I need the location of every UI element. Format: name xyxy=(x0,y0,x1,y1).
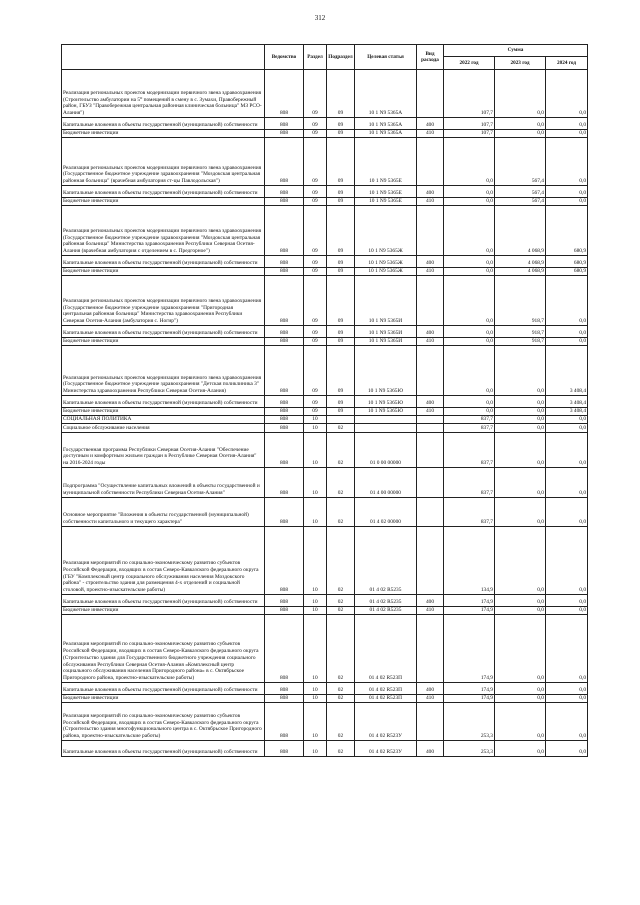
row-target: 10 1 N9 5365Ю xyxy=(355,346,417,396)
row-name: Бюджетные инвестиции xyxy=(62,130,265,138)
row-amount-2022: 0,0 xyxy=(444,268,495,276)
row-section: 09 xyxy=(304,198,327,206)
row-name: Основное мероприятие "Вложения в объекты государственной (муниципальной) собственности капитального и текущего характера" xyxy=(62,498,265,527)
row-amount-2024: 0,0 xyxy=(546,276,588,326)
row-name: Реализация региональных проектов модернизации первичного звена здравоохранения (Государственное бюджетное учреждение здравоохранения "Моздокская центральная районная больница" Министерства здравоохранения Республики Северная Осетия-Алания (врачебная амбулатория с отделением в с. Предгорное") xyxy=(62,206,265,256)
row-amount-2024: 0,0 xyxy=(546,416,588,424)
budget-table xyxy=(61,44,588,757)
row-amount-2024: 0,0 xyxy=(546,741,588,757)
row-subsection: 02 xyxy=(327,595,355,607)
row-name: Реализация региональных проектов модернизации первичного звена здравоохранения (Строительство амбулатории на 5⁰ помещений в смену в с. Зумахи, Правобережный район, ГБУЗ "Правобережная центральная районная клиническая больница" МЗ РСО-Алания") xyxy=(62,70,265,118)
row-section: 09 xyxy=(304,130,327,138)
row-amount-2023: 0,0 xyxy=(495,527,546,595)
row-name: Бюджетные инвестиции xyxy=(62,695,265,703)
row-section: 10 xyxy=(304,607,327,615)
row-name: Подпрограмма "Осуществление капитальных вложений в объекты государственной и муниципальной собственности Республики Северная Осетия-Алания" xyxy=(62,468,265,498)
table-row xyxy=(62,70,588,118)
row-section: 10 xyxy=(304,498,327,527)
row-name: Капитальные вложения в объекты государственной (муниципальной) собственности xyxy=(62,683,265,695)
row-name: Реализация мероприятий по социально-экономическому развитию субъектов Российской Федерации, входящих в состав Северо-Кавказского федерального округа (Строительство здания многофункционального центра в с. Октябрьское Пригородного района, проектно-изыскательские работы) xyxy=(62,703,265,741)
row-subsection: 09 xyxy=(327,256,355,268)
row-kind: 410 xyxy=(417,338,444,346)
row-target: 01 4 02 R5235 xyxy=(355,527,417,595)
row-subsection xyxy=(327,416,355,424)
row-target: 10 1 N9 5365И xyxy=(355,326,417,338)
row-kind: 400 xyxy=(417,256,444,268)
row-subsection: 09 xyxy=(327,206,355,256)
row-kind xyxy=(417,138,444,186)
row-dept: 808 xyxy=(265,276,304,326)
row-kind: 400 xyxy=(417,595,444,607)
row-dept: 808 xyxy=(265,527,304,595)
row-dept: 808 xyxy=(265,256,304,268)
row-amount-2024: 0,0 xyxy=(546,118,588,130)
table-row xyxy=(62,256,588,268)
row-target: 10 1 N9 5365И xyxy=(355,276,417,326)
row-amount-2022: 0,0 xyxy=(444,276,495,326)
row-subsection: 09 xyxy=(327,186,355,198)
row-name: Бюджетные инвестиции xyxy=(62,338,265,346)
table-row xyxy=(62,338,588,346)
row-section: 10 xyxy=(304,527,327,595)
row-amount-2022: 174,9 xyxy=(444,695,495,703)
row-section: 09 xyxy=(304,206,327,256)
header-kind: Вид расхода xyxy=(417,45,444,70)
row-dept: 808 xyxy=(265,268,304,276)
row-amount-2022: 837,7 xyxy=(444,424,495,433)
row-kind xyxy=(417,70,444,118)
row-subsection: 02 xyxy=(327,703,355,741)
row-section: 10 xyxy=(304,683,327,695)
row-kind xyxy=(417,615,444,683)
table-row xyxy=(62,138,588,186)
row-amount-2023: 4 068,9 xyxy=(495,256,546,268)
table-row xyxy=(62,396,588,408)
row-target: 10 1 N9 5365E xyxy=(355,138,417,186)
row-dept: 808 xyxy=(265,703,304,741)
row-kind: 410 xyxy=(417,408,444,416)
row-subsection: 02 xyxy=(327,615,355,683)
header-target: Целевая статья xyxy=(355,45,417,70)
table-row xyxy=(62,703,588,741)
row-amount-2023: 918,7 xyxy=(495,338,546,346)
row-section: 10 xyxy=(304,595,327,607)
row-amount-2023: 0,0 xyxy=(495,346,546,396)
row-target: 01 4 02 R523П xyxy=(355,615,417,683)
row-name: Капитальные вложения в объекты государственной (муниципальной) собственности xyxy=(62,256,265,268)
table-row xyxy=(62,408,588,416)
row-amount-2023: 4 068,9 xyxy=(495,206,546,256)
row-amount-2024: 0,0 xyxy=(546,595,588,607)
row-dept: 808 xyxy=(265,396,304,408)
header-sum: Сумма xyxy=(444,45,588,57)
row-subsection: 09 xyxy=(327,70,355,118)
row-subsection: 09 xyxy=(327,338,355,346)
row-name: Реализация мероприятий по социально-экономическому развитию субъектов Российской Федерации, входящих в состав Северо-Кавказского федерального округа (ГБУ "Комплексный центр социального обслуживания населения Моздокского района" - строительство здания для размещения 4-х отделений и социальной столовой, проектно-изыскательские работы) xyxy=(62,527,265,595)
row-name: Реализация региональных проектов модернизации первичного звена здравоохранения (Государственное бюджетное учреждение здравоохранения "Моздокская центральная районная больница" (врачебная амбулатория ст-цы Павлодольская") xyxy=(62,138,265,186)
row-kind xyxy=(417,346,444,396)
row-target: 01 4 02 R5235 xyxy=(355,607,417,615)
table-row xyxy=(62,498,588,527)
row-dept: 808 xyxy=(265,416,304,424)
row-amount-2023: 0,0 xyxy=(495,408,546,416)
row-amount-2022: 107,7 xyxy=(444,70,495,118)
row-target: 10 1 N9 5365A xyxy=(355,130,417,138)
row-amount-2024: 0,0 xyxy=(546,607,588,615)
row-target: 01 4 02 R523У xyxy=(355,741,417,757)
table-row xyxy=(62,118,588,130)
row-subsection: 09 xyxy=(327,276,355,326)
header-2023: 2023 год xyxy=(495,57,546,70)
row-target: 10 1 N9 5365E xyxy=(355,186,417,198)
row-amount-2024: 0,0 xyxy=(546,138,588,186)
row-subsection: 02 xyxy=(327,468,355,498)
row-dept: 808 xyxy=(265,408,304,416)
row-amount-2023: 567,4 xyxy=(495,198,546,206)
row-amount-2022: 0,0 xyxy=(444,338,495,346)
row-amount-2024: 0,0 xyxy=(546,703,588,741)
row-name: Капитальные вложения в объекты государственной (муниципальной) собственности xyxy=(62,595,265,607)
row-subsection: 09 xyxy=(327,408,355,416)
row-amount-2022: 253,3 xyxy=(444,741,495,757)
row-amount-2024: 0,0 xyxy=(546,198,588,206)
row-target: 01 4 02 00000 xyxy=(355,498,417,527)
row-subsection: 02 xyxy=(327,683,355,695)
row-amount-2024: 0,0 xyxy=(546,527,588,595)
table-row xyxy=(62,695,588,703)
row-subsection: 09 xyxy=(327,396,355,408)
row-amount-2023: 567,4 xyxy=(495,138,546,186)
row-target: 01 0 00 00000 xyxy=(355,433,417,468)
header-subsection: Подраздел xyxy=(327,45,355,70)
row-target: 10 1 N9 5365И xyxy=(355,338,417,346)
row-subsection: 09 xyxy=(327,118,355,130)
row-subsection: 02 xyxy=(327,433,355,468)
table-row xyxy=(62,607,588,615)
row-dept: 808 xyxy=(265,346,304,396)
row-amount-2022: 0,0 xyxy=(444,396,495,408)
row-amount-2024: 680,9 xyxy=(546,256,588,268)
table-body xyxy=(62,70,588,757)
row-name: Реализация региональных проектов модернизации первичного звена здравоохранения (Государственное бюджетное учреждение здравоохранения "Пригородная центральная районная больница" Министерства здравоохранения Республики Северная Осетия-Алания (амбулатория с. Ногир") xyxy=(62,276,265,326)
row-amount-2023: 0,0 xyxy=(495,607,546,615)
row-amount-2023: 0,0 xyxy=(495,396,546,408)
header-name xyxy=(62,45,265,70)
row-amount-2023: 4 068,9 xyxy=(495,268,546,276)
row-section: 10 xyxy=(304,424,327,433)
row-amount-2024: 0,0 xyxy=(546,695,588,703)
row-name: Социальное обслуживание населения xyxy=(62,424,265,433)
row-name: Капитальные вложения в объекты государственной (муниципальной) собственности xyxy=(62,741,265,757)
row-amount-2023: 0,0 xyxy=(495,118,546,130)
table-row xyxy=(62,268,588,276)
row-target: 10 1 N9 5365Ю xyxy=(355,408,417,416)
row-dept: 808 xyxy=(265,683,304,695)
row-kind xyxy=(417,703,444,741)
row-amount-2022: 837,7 xyxy=(444,433,495,468)
row-kind: 410 xyxy=(417,695,444,703)
row-amount-2024: 0,0 xyxy=(546,130,588,138)
header-dept: Ведомство xyxy=(265,45,304,70)
row-section: 09 xyxy=(304,118,327,130)
page-number: 312 xyxy=(314,14,326,22)
row-name: Бюджетные инвестиции xyxy=(62,607,265,615)
row-subsection: 09 xyxy=(327,326,355,338)
row-amount-2023: 0,0 xyxy=(495,130,546,138)
row-target: 01 4 02 R523П xyxy=(355,683,417,695)
row-kind: 400 xyxy=(417,683,444,695)
row-target: 10 1 N9 5365Ю xyxy=(355,396,417,408)
row-target: 01 4 02 R5235 xyxy=(355,595,417,607)
row-kind xyxy=(417,468,444,498)
row-dept: 808 xyxy=(265,118,304,130)
row-amount-2022: 174,9 xyxy=(444,607,495,615)
row-amount-2022: 253,3 xyxy=(444,703,495,741)
table-row xyxy=(62,615,588,683)
row-amount-2023: 567,4 xyxy=(495,186,546,198)
row-amount-2023: 0,0 xyxy=(495,595,546,607)
row-name: СОЦИАЛЬНАЯ ПОЛИТИКА xyxy=(62,416,265,424)
row-kind: 400 xyxy=(417,118,444,130)
row-amount-2022: 0,0 xyxy=(444,206,495,256)
row-target: 10 1 N9 5365A xyxy=(355,70,417,118)
row-dept: 808 xyxy=(265,138,304,186)
row-amount-2023: 0,0 xyxy=(495,615,546,683)
row-target xyxy=(355,416,417,424)
row-subsection: 02 xyxy=(327,695,355,703)
row-target: 01 4 00 00000 xyxy=(355,468,417,498)
row-amount-2022: 0,0 xyxy=(444,326,495,338)
row-amount-2022: 0,0 xyxy=(444,198,495,206)
row-section: 10 xyxy=(304,741,327,757)
row-target: 10 1 N9 5365Ж xyxy=(355,256,417,268)
row-amount-2024: 0,0 xyxy=(546,326,588,338)
table-row xyxy=(62,416,588,424)
row-subsection: 09 xyxy=(327,198,355,206)
row-dept: 808 xyxy=(265,424,304,433)
row-subsection: 02 xyxy=(327,527,355,595)
row-target: 10 1 N9 5365Ж xyxy=(355,268,417,276)
table-row xyxy=(62,433,588,468)
row-amount-2023: 918,7 xyxy=(495,326,546,338)
row-section: 09 xyxy=(304,326,327,338)
row-kind xyxy=(417,433,444,468)
row-amount-2024: 0,0 xyxy=(546,186,588,198)
row-amount-2022: 174,9 xyxy=(444,615,495,683)
row-amount-2023: 0,0 xyxy=(495,70,546,118)
row-section: 09 xyxy=(304,346,327,396)
row-dept: 808 xyxy=(265,338,304,346)
row-amount-2023: 0,0 xyxy=(495,741,546,757)
table-row xyxy=(62,424,588,433)
row-dept: 808 xyxy=(265,498,304,527)
row-amount-2023: 0,0 xyxy=(495,433,546,468)
row-amount-2024: 3 408,4 xyxy=(546,396,588,408)
row-target: 01 4 02 R523П xyxy=(355,695,417,703)
row-amount-2023: 0,0 xyxy=(495,468,546,498)
table-row xyxy=(62,683,588,695)
header-2022: 2022 год xyxy=(444,57,495,70)
row-kind xyxy=(417,527,444,595)
row-subsection: 09 xyxy=(327,138,355,186)
row-section: 09 xyxy=(304,186,327,198)
row-amount-2022: 0,0 xyxy=(444,138,495,186)
row-amount-2022: 174,9 xyxy=(444,595,495,607)
row-amount-2022: 0,0 xyxy=(444,346,495,396)
row-target: 01 4 02 R523У xyxy=(355,703,417,741)
row-subsection: 02 xyxy=(327,498,355,527)
row-dept: 808 xyxy=(265,130,304,138)
row-kind: 400 xyxy=(417,741,444,757)
row-kind xyxy=(417,498,444,527)
row-dept: 808 xyxy=(265,186,304,198)
header-section: Раздел xyxy=(304,45,327,70)
row-name: Бюджетные инвестиции xyxy=(62,198,265,206)
row-kind xyxy=(417,206,444,256)
row-dept: 808 xyxy=(265,326,304,338)
row-dept: 808 xyxy=(265,70,304,118)
row-amount-2024: 0,0 xyxy=(546,615,588,683)
row-amount-2022: 107,7 xyxy=(444,118,495,130)
row-amount-2024: 0,0 xyxy=(546,433,588,468)
row-amount-2024: 680,9 xyxy=(546,268,588,276)
row-dept: 808 xyxy=(265,695,304,703)
row-amount-2024: 0,0 xyxy=(546,338,588,346)
table-row xyxy=(62,326,588,338)
row-section: 09 xyxy=(304,396,327,408)
table-row xyxy=(62,527,588,595)
row-amount-2023: 0,0 xyxy=(495,498,546,527)
row-section: 10 xyxy=(304,433,327,468)
row-amount-2022: 0,0 xyxy=(444,186,495,198)
row-dept: 808 xyxy=(265,206,304,256)
header-2024: 2024 год xyxy=(546,57,588,70)
row-target: 10 1 N9 5365E xyxy=(355,198,417,206)
row-amount-2024: 3 408,4 xyxy=(546,346,588,396)
row-kind: 400 xyxy=(417,326,444,338)
row-name: Капитальные вложения в объекты государственной (муниципальной) собственности xyxy=(62,118,265,130)
row-amount-2023: 0,0 xyxy=(495,424,546,433)
row-target xyxy=(355,424,417,433)
row-kind xyxy=(417,424,444,433)
row-target: 10 1 N9 5365Ж xyxy=(355,206,417,256)
row-amount-2023: 0,0 xyxy=(495,695,546,703)
row-section: 10 xyxy=(304,695,327,703)
row-dept: 808 xyxy=(265,595,304,607)
row-amount-2023: 0,0 xyxy=(495,416,546,424)
table-row xyxy=(62,741,588,757)
row-kind: 410 xyxy=(417,607,444,615)
row-subsection: 02 xyxy=(327,424,355,433)
table-row xyxy=(62,130,588,138)
table-row xyxy=(62,468,588,498)
row-kind xyxy=(417,416,444,424)
row-dept: 808 xyxy=(265,433,304,468)
row-section: 10 xyxy=(304,468,327,498)
row-dept: 808 xyxy=(265,607,304,615)
row-name: Бюджетные инвестиции xyxy=(62,408,265,416)
row-name: Капитальные вложения в объекты государственной (муниципальной) собственности xyxy=(62,326,265,338)
row-amount-2022: 837,7 xyxy=(444,498,495,527)
row-amount-2024: 0,0 xyxy=(546,424,588,433)
table-row xyxy=(62,206,588,256)
row-section: 10 xyxy=(304,416,327,424)
table-row xyxy=(62,186,588,198)
row-subsection: 09 xyxy=(327,346,355,396)
row-section: 09 xyxy=(304,70,327,118)
row-dept: 808 xyxy=(265,615,304,683)
row-section: 09 xyxy=(304,408,327,416)
row-kind: 400 xyxy=(417,396,444,408)
row-kind: 400 xyxy=(417,186,444,198)
row-amount-2024: 3 408,4 xyxy=(546,408,588,416)
row-dept: 808 xyxy=(265,741,304,757)
table-row xyxy=(62,595,588,607)
row-dept: 808 xyxy=(265,198,304,206)
row-amount-2022: 0,0 xyxy=(444,256,495,268)
row-amount-2022: 837,7 xyxy=(444,416,495,424)
row-name: Бюджетные инвестиции xyxy=(62,268,265,276)
row-name: Реализация мероприятий по социально-экономическому развитию субъектов Российской Федерации, входящих в состав Северо-Кавказского федерального округа (Строительство здания для Государственного бюджетного учреждения социального обслуживания Республики Северная Осетия-Алания «Комплексный центр социального обслуживания населения Пригородного района» в с. Октябрьское Пригородного района, проектно-изыскательские работы) xyxy=(62,615,265,683)
table-row xyxy=(62,198,588,206)
row-kind: 410 xyxy=(417,198,444,206)
table-row xyxy=(62,346,588,396)
row-kind xyxy=(417,276,444,326)
row-section: 09 xyxy=(304,138,327,186)
row-name: Капитальные вложения в объекты государственной (муниципальной) собственности xyxy=(62,186,265,198)
row-section: 10 xyxy=(304,615,327,683)
row-kind: 410 xyxy=(417,130,444,138)
row-amount-2024: 680,9 xyxy=(546,206,588,256)
row-section: 09 xyxy=(304,276,327,326)
row-amount-2022: 174,9 xyxy=(444,683,495,695)
table-row xyxy=(62,276,588,326)
row-amount-2024: 0,0 xyxy=(546,468,588,498)
row-name: Государственная программа Республики Северная Осетия-Алания "Обеспечение доступным и комфортным жильем граждан в Республике Северная Осетия-Алания" на 2016-2024 годы xyxy=(62,433,265,468)
row-amount-2024: 0,0 xyxy=(546,70,588,118)
row-kind: 410 xyxy=(417,268,444,276)
row-amount-2023: 0,0 xyxy=(495,703,546,741)
row-amount-2023: 0,0 xyxy=(495,683,546,695)
row-amount-2022: 837,7 xyxy=(444,468,495,498)
row-target: 10 1 N9 5365A xyxy=(355,118,417,130)
row-amount-2024: 0,0 xyxy=(546,683,588,695)
row-subsection: 09 xyxy=(327,268,355,276)
row-amount-2023: 918,7 xyxy=(495,276,546,326)
row-section: 09 xyxy=(304,268,327,276)
row-amount-2022: 107,7 xyxy=(444,130,495,138)
row-amount-2022: 134,9 xyxy=(444,527,495,595)
row-subsection: 02 xyxy=(327,607,355,615)
row-section: 09 xyxy=(304,256,327,268)
row-name: Реализация региональных проектов модернизации первичного звена здравоохранения (Государственное бюджетное учреждение здравоохранения "Детская поликлиника 3" Министерства здравоохранения Республики Северная Осетия-Алания) xyxy=(62,346,265,396)
row-dept: 808 xyxy=(265,468,304,498)
row-section: 10 xyxy=(304,703,327,741)
row-amount-2024: 0,0 xyxy=(546,498,588,527)
row-subsection: 09 xyxy=(327,130,355,138)
row-subsection: 02 xyxy=(327,741,355,757)
row-amount-2022: 0,0 xyxy=(444,408,495,416)
row-name: Капитальные вложения в объекты государственной (муниципальной) собственности xyxy=(62,396,265,408)
row-section: 09 xyxy=(304,338,327,346)
